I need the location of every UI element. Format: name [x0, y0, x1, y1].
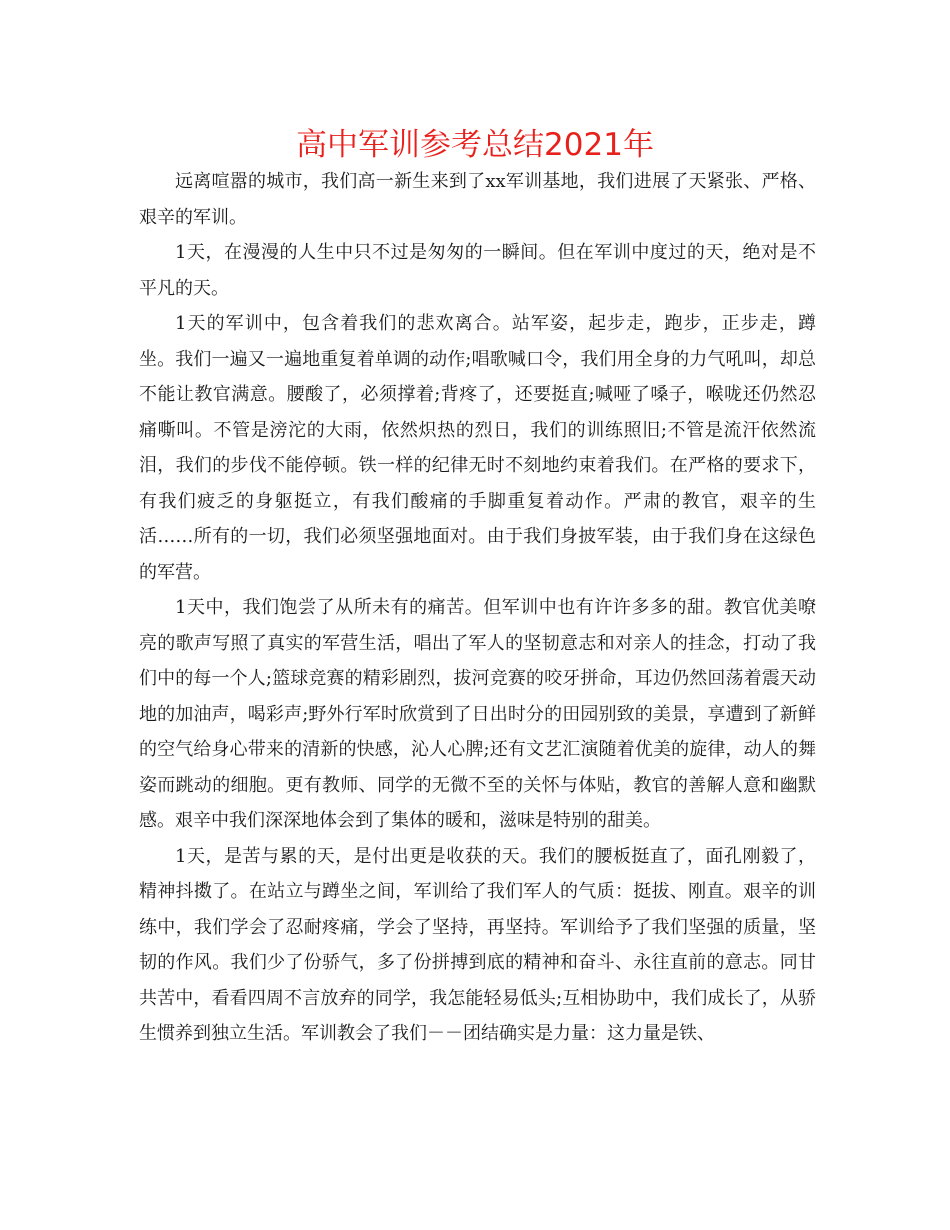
- paragraph: 1天中，我们饱尝了从所未有的痛苦。但军训中也有许许多多的甜。教官优美嘹亮的歌声写照了真实的军营生活，唱出了军人的坚韧意志和对亲人的挂念，打动了我们中的每一个人;篮球竞赛的精彩剧烈，拔河竞赛的咬牙拼命，耳边仍然回荡着震天动地的加油声，喝彩声;野外行军时欣赏到了日出时分的田园别致的美景，享遭到了新鲜的空气给身心带来的清新的快感，沁人心脾;还有文艺汇演随着优美的旋律，动人的舞姿而跳动的细胞。更有教师、同学的无微不至的关怀与体贴，教官的善解人意和幽默感。艰辛中我们深深地体会到了集体的暖和，滋味是特别的甜美。: [139, 597, 816, 831]
- paragraph: 1天，是苦与累的天，是付出更是收获的天。我们的腰板挺直了，面孔刚毅了，精神抖擞了。在站立与蹲坐之间，军训给了我们军人的气质：挺拔、刚直。艰辛的训练中，我们学会了忍耐疼痛，学会了坚持，再坚持。军训给予了我们坚强的质量，坚韧的作风。我们少了份骄气，多了份拼搏到底的精神和奋斗、永往直前的意志。同甘共苦中，看看四周不言放弃的同学，我怎能轻易低头;互相协助中，我们成长了，从骄生惯养到独立生活。军训教会了我们－－团结确实是力量：这力量是铁、: [139, 845, 816, 1044]
- paragraph: 1天，在漫漫的人生中只不过是匆匆的一瞬间。但在军训中度过的天，绝对是不平凡的天。: [139, 242, 816, 299]
- document-body: [139, 164, 816, 1052]
- document-title: 高中军训参考总结2021年: [296, 127, 654, 163]
- paragraph: 1天的军训中，包含着我们的悲欢离合。站军姿，起步走，跑步，正步走，蹲坐。我们一遍又一遍地重复着单调的动作;唱歌喊口令，我们用全身的力气吼叫，却总不能让教官满意。腰酸了，必须撑着;背疼了，还要挺直;喊哑了嗓子，喉咙还仍然忍痛嘶叫。不管是滂沱的大雨，依然炽热的烈日，我们的训练照旧;不管是流汗依然流泪，我们的步伐不能停顿。铁一样的纪律无时不刻地约束着我们。在严格的要求下，有我们疲乏的身躯挺立，有我们酸痛的手脚重复着动作。严肃的教官，艰辛的生活……所有的一切，我们必须坚强地面对。由于我们身披军装，由于我们身在这绿色的军营。: [139, 313, 816, 583]
- paragraph: 远离喧嚣的城市，我们高一新生来到了xx军训基地，我们进展了天紧张、严格、艰辛的军训。: [139, 171, 816, 228]
